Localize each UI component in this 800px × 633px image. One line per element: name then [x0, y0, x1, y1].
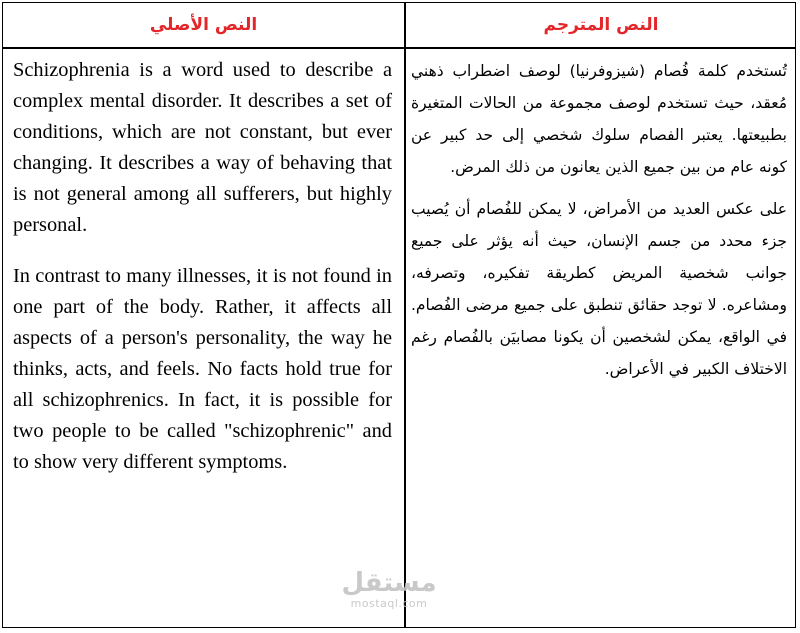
original-text-cell	[13, 55, 392, 498]
watermark-arabic: مستقل	[341, 568, 437, 598]
column-divider	[404, 3, 406, 627]
mostaql-watermark-logo	[334, 568, 444, 610]
original-text-header: النص الأصلي	[149, 15, 258, 35]
watermark-latin: mostaql.com	[350, 597, 428, 610]
translated-paragraph-2: على عكس العديد من الأمراض، لا يمكن للفُصام أن يُصيب جزء محدد من جسم الإنسان، حيث أنه يؤثر على جميع جوانب شخصية المريض كطريقة تفكيره، وتصرفه، ومشاعره. لا توجد حقائق تنطبق على جميع مرضى الفُصام. في الواقع، يمكن لشخصين أن يكونا مصابيَن بالفُصام رغم الاختلاف الكبير في الأعراض.	[411, 200, 787, 378]
translated-text-header: النص المترجم	[543, 15, 659, 35]
translated-text-cell	[411, 55, 787, 395]
translated-paragraph-1: تُستخدم كلمة فُصام (شيزوفرنيا) لوصف اضطراب ذهني مُعقد، حيث تستخدم لوصف مجموعة من الحالات المتغيرة بطبيعتها. يعتبر الفصام سلوك شخصي إلى حد كبير عن كونه عام من بين جميع الذين يعانون من ذلك المرض.	[411, 62, 787, 176]
translation-table	[2, 2, 796, 628]
original-paragraph-2: In contrast to many illnesses, it is not found in one part of the body. Rather, it affects all aspects of a person's personality, the way he thinks, acts, and feels. No facts hold true for all schizophrenics. In fact, it is possible for two people to be called "schizophrenic" and to show very different symptoms.	[13, 265, 392, 473]
header-divider	[3, 47, 795, 49]
original-paragraph-1: Schizophrenia is a word used to describe a complex mental disorder. It describes a set of conditions, which are not constant, but ever changing. It describes a way of behaving that is not general among all sufferers, but highly personal.	[13, 59, 392, 236]
